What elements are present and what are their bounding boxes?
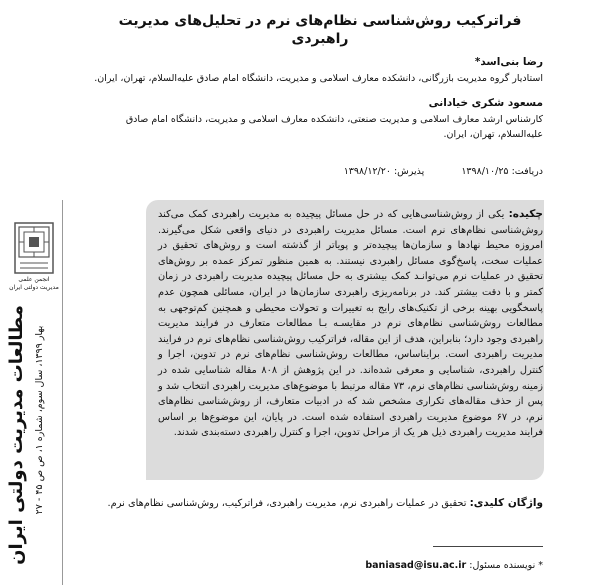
author-email-link[interactable]: baniasad@isu.ac.ir <box>365 560 467 571</box>
author-1-name: رضا بنی‌اسد* <box>474 56 543 68</box>
footnote-label: * نویسنده مسئول: <box>469 560 543 571</box>
keywords <box>103 496 543 511</box>
paper-title: فراترکیب روش‌شناسی نظام‌های نرم در تحلیل‌های مدیریت راهبردی <box>118 13 522 47</box>
author-2 <box>83 96 543 142</box>
logo-caption-line-2: مدیریت دولتی ایران <box>9 284 59 291</box>
author-2-name: مسعود شکری خیادانی <box>428 97 543 109</box>
journal-title: مطالعات مدیریت دولتی ایران <box>6 305 27 565</box>
dates-line <box>310 166 543 177</box>
received-date: دریافت: ۱۳۹۸/۱۰/۲۵ <box>461 166 543 177</box>
footnote-divider <box>433 546 543 547</box>
keywords-text: تحقیق در عملیات راهبردی نرم، مدیریت راهبردی، فراترکیب، روش‌شناسی نظام‌های نرم. <box>107 498 467 509</box>
footnote <box>365 560 543 571</box>
accepted-date: پذیرش: ۱۳۹۸/۱۲/۲۰ <box>343 166 425 177</box>
abstract-label: چکیده: <box>508 208 543 220</box>
abstract <box>158 207 543 441</box>
author-1 <box>83 55 543 86</box>
keywords-label: واژگان کلیدی: <box>469 497 543 509</box>
logo-caption-line-1: انجمن علمی <box>18 276 50 283</box>
author-1-affiliation: استادیار گروه مدیریت بازرگانی، دانشکده معارف اسلامی و مدیریت، دانشگاه امام صادق علیه‌السلام، تهران، ایران. <box>94 73 543 84</box>
sidebar-divider <box>62 200 63 585</box>
author-2-affiliation: کارشناس ارشد معارف اسلامی و مدیریت صنعتی، دانشکده معارف اسلامی و مدیریت، دانشگاه امام صادق علیه‌السلام، تهران، ایران. <box>125 114 543 140</box>
issue-info: بهار ۱۳۹۹، سال سوم، شماره ۱، ص ص ۴۵ - ۲۷ <box>34 325 45 515</box>
abstract-text: یکی از روش‌شناسی‌هایی که در حل مسائل پیچیده به مدیریت راهبردی کمک می‌کند روش‌شناسی نظام‌های نرم است. مسائل مدیریت راهبردی در دنیای واقعی شکل می‌گیرند. امروزه محیط نهادها و سازمان‌ها پیچیده‌تر و پویاتر از گذشته است و روش‌های تحقیق در عملیات سخت، پاسخ‌گوی مسائل راهبردی نیستند. به همین منظور تمرکز عمده بر روش‌های تحقیق در عملیات نرم می‌توانـد کمک بیشتری به حل مسائل پیچیده مدیریت راهبردی در زمان کمتر و با دقت بیشتر کند. در برنامه‌ریزی راهبردی سازمان‌ها در ایران، مسائلی همچون عدم پاسخگویی بهینه برخی از تکنیک‌های رایج به تغییرات و تحولات محیطی و همچنین کم‌توجهی به مطالعات روش‌شناسی نظام‌های نرم در مقایسـه بـا مطالعات متعارف در فرایند مدیریت راهبردی وجود دارد؛ بنابراین، هدف از این مقاله، فراترکیب روش‌شناسی نظام‌های نرم در فرایند مدیریت راهبردی است. برایناساس، مطالعات روش‌شناسی نظام‌های نرم در تدوین، اجرا و کنترل راهبردی، شناسایی و معرفی شده‌اند. در این پژوهش از ۸۰۸ مقاله شناسایی شده در زمینه روش‌شناسی نظام‌های نرم، ۷۳ مقاله مرتبط با موضوع‌های مدیریت راهبردی انتخاب شد و پس از حذف مقاله‌های تکراری مشخص شد که در ادبیات متعارف، از روش‌شناسی نظام‌های نرم، در ۶۷ موضوع مدیریت راهبردی استفاده شده است. در پایان، این موضوع‌ها بر اساس فرایند مدیریت راهبردی ذیل هر یک از مراحل تدوین، اجرا و کنترل راهبردی دسته‌بندی شدند. <box>158 209 544 439</box>
